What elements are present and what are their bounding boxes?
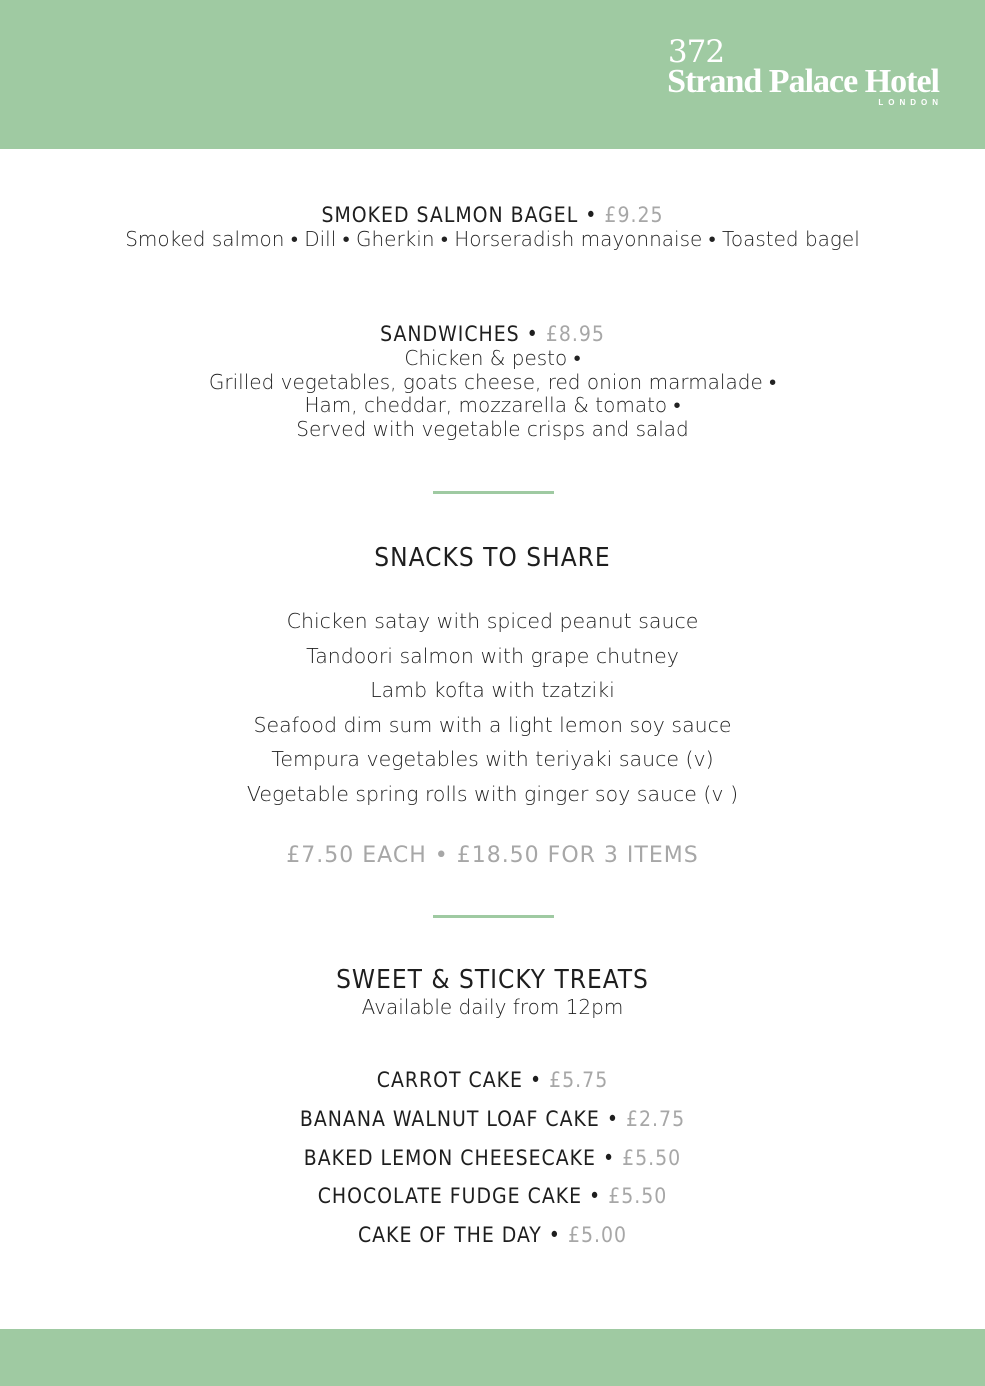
cake-item <box>0 1177 985 1216</box>
bagel-price: £9.25 <box>604 203 664 227</box>
sandwich-line: Ham, cheddar, mozzarella & tomato • <box>304 393 681 417</box>
sandwich-line: Served with vegetable crisps and salad <box>296 416 689 441</box>
bagel-separator: • <box>578 203 605 227</box>
header-banner <box>0 0 985 149</box>
bagel-description: Smoked salmon • Dill • Gherkin • Horseradish mayonnaise • Toasted bagel <box>125 227 860 251</box>
bagel-title: SMOKED SALMON BAGEL <box>321 203 579 227</box>
list-item: Chicken satay with spiced peanut sauce <box>286 609 699 633</box>
snacks-title: SNACKS TO SHARE <box>374 543 611 573</box>
cake-item <box>0 1139 985 1178</box>
cake-item <box>0 1216 985 1255</box>
section-divider <box>433 491 554 494</box>
cake-name: CAKE OF THE DAY <box>357 1223 542 1248</box>
list-item: Seafood dim sum with a light lemon soy sauce <box>253 712 732 737</box>
treats-section <box>0 964 985 1020</box>
snacks-pricing-row <box>0 843 985 868</box>
snacks-section <box>0 542 985 574</box>
sandwich-line: Grilled vegetables, goats cheese, red onion marmalade • <box>208 369 777 394</box>
snacks-list <box>0 604 985 812</box>
snacks-pricing: £7.50 EACH • £18.50 FOR 3 ITEMS <box>286 843 699 868</box>
logo-number: 372 <box>667 34 725 70</box>
hotel-logo <box>661 34 943 108</box>
cake-name: CHOCOLATE FUDGE CAKE <box>317 1184 583 1209</box>
treats-title: SWEET & STICKY TREATS <box>336 965 649 995</box>
sandwich-line: Chicken & pesto • <box>404 346 581 370</box>
footer-banner <box>0 1329 985 1386</box>
sandwiches-price: £8.95 <box>545 322 605 346</box>
list-item: Tempura vegetables with teriyaki sauce (v) <box>271 747 714 772</box>
sandwiches-separator: • <box>519 322 546 346</box>
cake-price: £5.75 <box>549 1068 609 1092</box>
cake-list <box>0 1061 985 1255</box>
cake-separator: • <box>595 1145 623 1170</box>
cake-name: BANANA WALNUT LOAF CAKE <box>299 1106 600 1131</box>
sandwiches-section <box>0 321 985 441</box>
cake-separator: • <box>541 1223 568 1248</box>
cake-separator: • <box>582 1184 609 1209</box>
sandwiches-title: SANDWICHES <box>380 322 520 346</box>
treats-subtitle: Available daily from 12pm <box>361 995 624 1019</box>
cake-item <box>0 1100 985 1139</box>
logo-name: Strand Palace Hotel <box>667 63 939 100</box>
cake-separator: • <box>599 1106 627 1131</box>
cake-price: £5.50 <box>622 1145 682 1170</box>
cake-separator: • <box>522 1068 550 1092</box>
list-item: Tandoori salmon with grape chutney <box>306 643 679 668</box>
sandwiches-heading <box>0 321 985 347</box>
logo-city: LONDON <box>878 98 943 107</box>
cake-price: £5.00 <box>567 1223 628 1248</box>
list-item: Lamb kofta with tzatziki <box>370 678 615 703</box>
bagel-heading <box>0 202 985 228</box>
list-item: Vegetable spring rolls with ginger soy sauce (v ) <box>246 781 739 806</box>
bagel-section <box>0 202 985 252</box>
cake-name: BAKED LEMON CHEESECAKE <box>303 1145 596 1170</box>
section-divider <box>433 915 554 918</box>
cake-price: £2.75 <box>626 1106 686 1131</box>
cake-name: CARROT CAKE <box>376 1068 523 1092</box>
cake-price: £5.50 <box>608 1184 668 1209</box>
cake-item <box>0 1061 985 1100</box>
